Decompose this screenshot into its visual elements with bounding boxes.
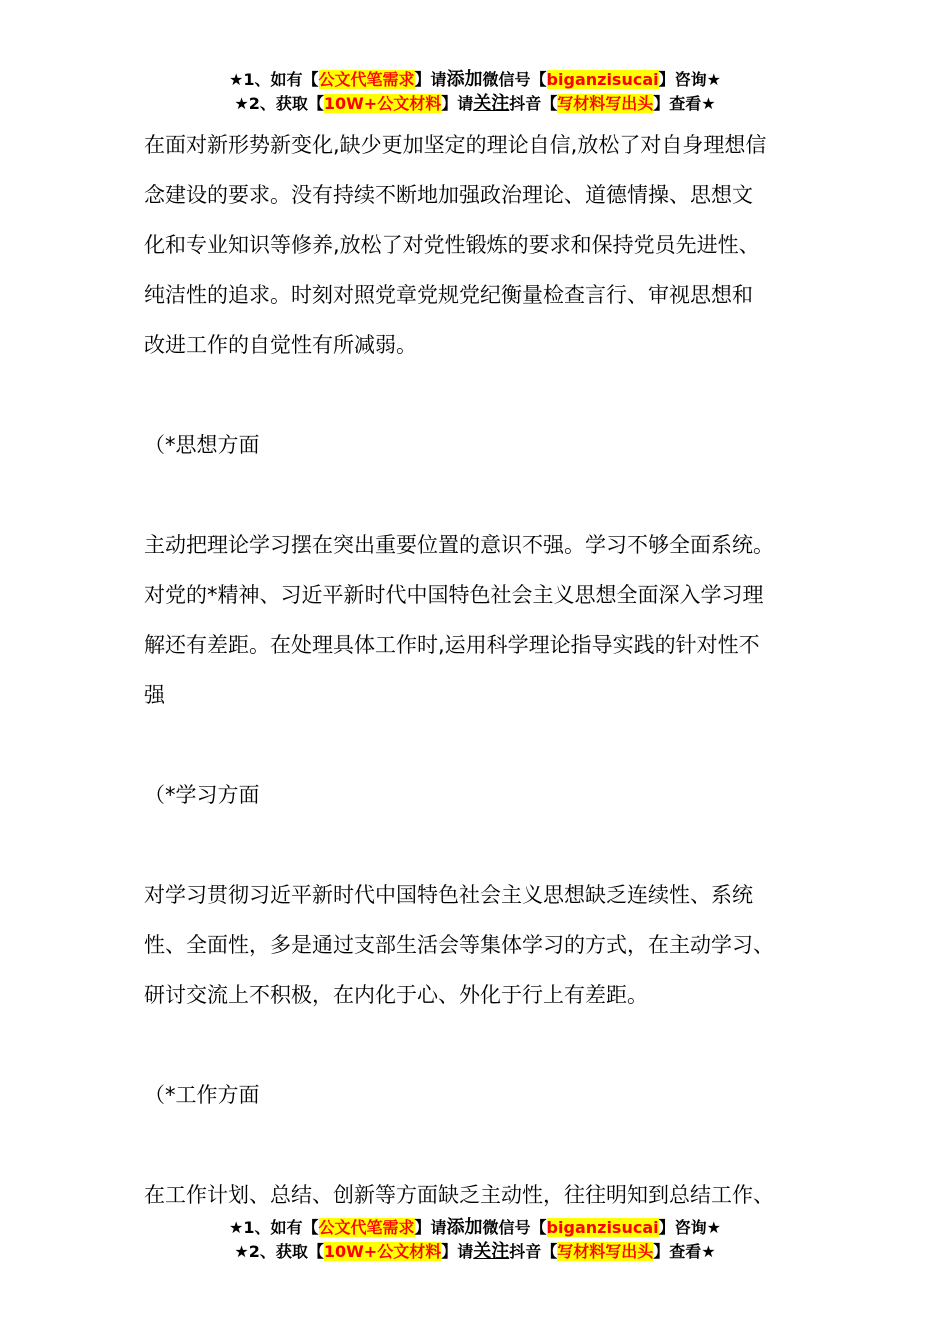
ghostwriting-highlight: 公文代笔需求 (318, 70, 415, 89)
header-banner (0, 68, 950, 116)
section-heading-study: （*学习方面 (144, 783, 260, 807)
douyin-account-highlight: 写材料写出头 (557, 1242, 654, 1261)
footer-banner (0, 1216, 950, 1264)
document-body (144, 120, 834, 1220)
paragraph-2: 主动把理论学习摆在突出重要位置的意识不强。学习不够全面系统。 对党的*精神、习近平新时代中国特色社会主义思想全面深入学习理 解还有差距。在处理具体工作时,运用科学理论指导实践的针对性不 强 (144, 533, 774, 707)
footer-banner-line-1: ★1、如有【公文代笔需求】请添加微信号【biganzisucai】咨询★ (229, 1217, 721, 1238)
header-banner-line-1: ★1、如有【公文代笔需求】请添加微信号【biganzisucai】咨询★ (229, 69, 721, 90)
paragraph-4: 在工作计划、总结、创新等方面缺乏主动性，往往明知到总结工作、 (144, 1183, 774, 1207)
ghostwriting-highlight: 公文代笔需求 (318, 1218, 415, 1237)
footer-banner-line-2: ★2、获取【10W+公文材料】请关注抖音【写材料写出头】查看★ (234, 1241, 716, 1262)
materials-highlight: 10W+公文材料 (323, 1242, 442, 1261)
section-heading-thought: （*思想方面 (144, 433, 260, 457)
header-banner-line-2: ★2、获取【10W+公文材料】请关注抖音【写材料写出头】查看★ (234, 93, 716, 114)
materials-highlight: 10W+公文材料 (323, 94, 442, 113)
paragraph-3: 对学习贯彻习近平新时代中国特色社会主义思想缺乏连续性、系统 性、全面性，多是通过支部生活会等集体学习的方式，在主动学习、 研讨交流上不积极，在内化于心、外化于行上有差距。 (144, 883, 774, 1007)
wechat-id-highlight: biganzisucai (546, 70, 659, 89)
paragraph-1: 在面对新形势新变化,缺少更加坚定的理论自信,放松了对自身理想信 念建设的要求。没有持续不断地加强政治理论、道德情操、思想文 化和专业知识等修养,放松了对党性锻炼的要求和保持党员先进性、 纯洁性的追求。时刻对照党章党规党纪衡量检查言行、审视思想和 改进工作的自觉性有所减弱。 (144, 133, 767, 357)
wechat-id-highlight: biganzisucai (546, 1218, 659, 1237)
douyin-account-highlight: 写材料写出头 (557, 94, 654, 113)
section-heading-work: （*工作方面 (144, 1083, 260, 1107)
